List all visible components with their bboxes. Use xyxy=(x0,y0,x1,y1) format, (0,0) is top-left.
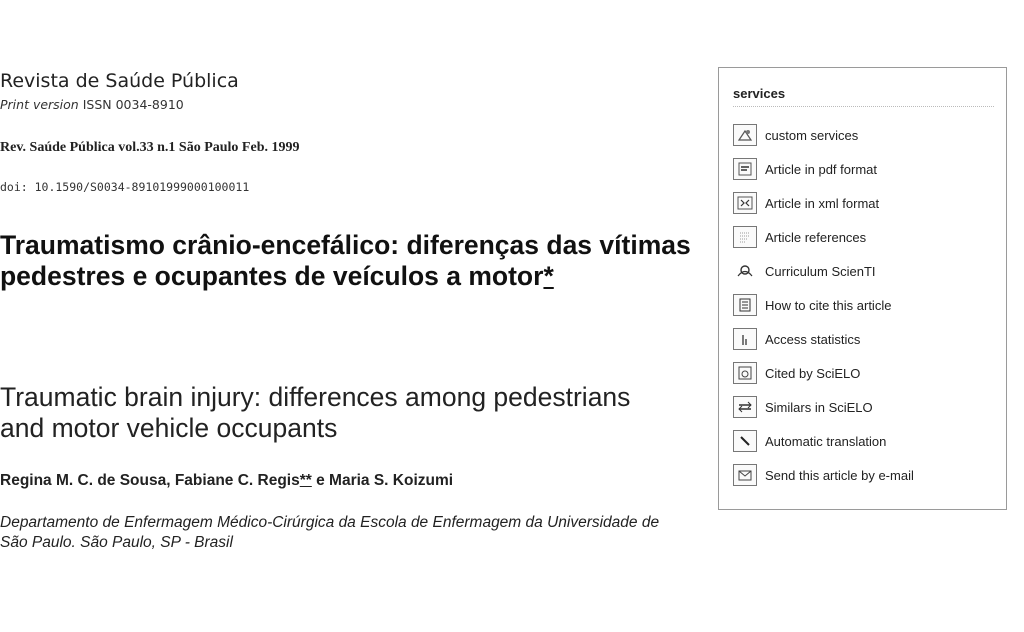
cite-icon xyxy=(733,294,757,316)
article-title-english: Traumatic brain injury: differences among pedestrians and motor vehicle occupants xyxy=(0,382,631,443)
authors-text-1: Regina M. C. de Sousa, Fabiane C. Regis xyxy=(0,472,300,489)
references-icon xyxy=(733,226,757,248)
pdf-icon xyxy=(733,158,757,180)
service-similars[interactable] xyxy=(733,390,996,424)
services-title: services xyxy=(733,86,786,101)
translation-icon xyxy=(733,430,757,452)
similars-icon xyxy=(733,396,757,418)
cited-by-icon xyxy=(733,362,757,384)
service-label: Curriculum ScienTI xyxy=(765,263,876,279)
xml-icon xyxy=(733,192,757,214)
citation-line: Rev. Saúde Pública vol.33 n.1 São Paulo Feb. 1999 xyxy=(0,140,300,155)
service-label: Cited by SciELO xyxy=(765,365,861,381)
custom-services-icon xyxy=(733,124,757,146)
service-custom-services[interactable] xyxy=(733,118,996,152)
services-panel xyxy=(718,67,1007,510)
authors xyxy=(0,472,453,490)
service-label: Article in pdf format xyxy=(765,161,877,177)
services-list xyxy=(733,118,996,492)
article-title-portuguese xyxy=(0,230,700,292)
doi: doi: 10.1590/S0034-89101999000100011 xyxy=(0,180,250,194)
affiliation: Departamento de Enfermagem Médico-Cirúrgica da Escola de Enfermagem da Universidade de São Paulo. São Paulo, SP - Brasil xyxy=(0,514,660,551)
services-divider xyxy=(733,106,994,107)
service-pdf[interactable] xyxy=(733,152,996,186)
authors-text-2: e Maria S. Koizumi xyxy=(311,472,454,489)
service-xml[interactable] xyxy=(733,186,996,220)
service-statistics[interactable] xyxy=(733,322,996,356)
email-icon xyxy=(733,464,757,486)
service-email[interactable] xyxy=(733,458,996,492)
statistics-icon xyxy=(733,328,757,350)
print-version-label: Print version xyxy=(0,97,79,112)
issn: ISSN 0034-8910 xyxy=(82,97,184,112)
service-label: Access statistics xyxy=(765,331,861,347)
title-footnote-link[interactable]: * xyxy=(543,261,554,291)
service-label: Article in xml format xyxy=(765,195,880,211)
service-how-to-cite[interactable] xyxy=(733,288,996,322)
curriculum-icon xyxy=(733,260,757,282)
service-label: How to cite this article xyxy=(765,297,892,313)
service-label: custom services xyxy=(765,127,859,143)
service-cited-by[interactable] xyxy=(733,356,996,390)
service-label: Automatic translation xyxy=(765,433,887,449)
author-footnote-link[interactable]: ** xyxy=(299,472,312,489)
journal-title: Revista de Saúde Pública xyxy=(0,70,239,92)
article-title-text: Traumatismo crânio-encefálico: diferenças das vítimas pedestres e ocupantes de veículos a motor xyxy=(0,230,691,291)
service-label: Article references xyxy=(765,229,867,245)
service-label: Similars in SciELO xyxy=(765,399,873,415)
print-version xyxy=(0,97,184,112)
service-label: Send this article by e-mail xyxy=(765,467,914,483)
service-curriculum[interactable] xyxy=(733,254,996,288)
service-references[interactable] xyxy=(733,220,996,254)
service-translation[interactable] xyxy=(733,424,996,458)
